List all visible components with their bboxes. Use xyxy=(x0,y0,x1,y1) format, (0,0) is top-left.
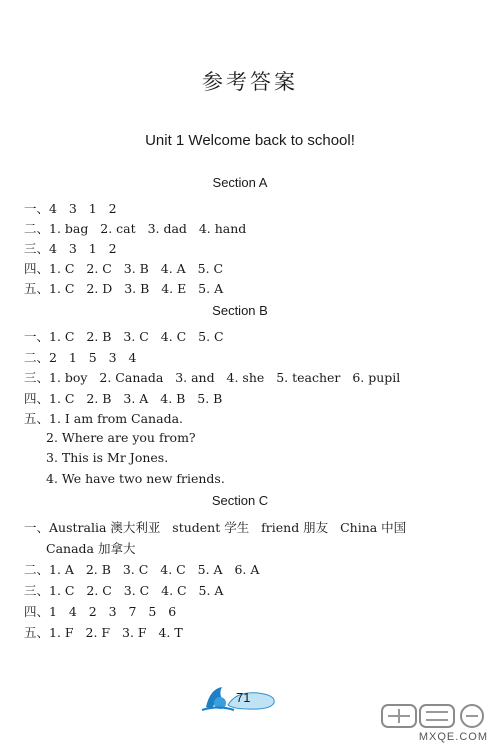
page-number-badge xyxy=(198,683,280,713)
answer-line: 四、1. C 2. B 3. A 4. B 5. B xyxy=(24,391,223,406)
page-title: 参考答案 xyxy=(202,70,298,94)
answer-line: 五、1. I am from Canada. xyxy=(24,411,183,426)
answer-line: 五、1. F 2. F 3. F 4. T xyxy=(24,625,183,640)
answer-line: 三、1. boy 2. Canada 3. and 4. she 5. teacher 6. pupil xyxy=(24,370,401,385)
answer-line: 3. This is Mr Jones. xyxy=(46,450,169,465)
answer-line: 一、4 3 1 2 xyxy=(24,201,117,216)
answer-line: 一、1. C 2. B 3. C 4. C 5. C xyxy=(24,329,224,344)
page-number: 71 xyxy=(236,690,251,705)
answer-line: 2. Where are you from? xyxy=(46,430,196,445)
answer-line: 二、1. bag 2. cat 3. dad 4. hand xyxy=(24,221,247,236)
section-a-heading: Section A xyxy=(212,175,268,190)
answer-line: 三、4 3 1 2 xyxy=(24,241,117,256)
answer-line: 一、Australia 澳大利亚 student 学生 friend 朋友 China 中国 xyxy=(24,520,407,535)
answer-line: 二、2 1 5 3 4 xyxy=(24,350,137,365)
answer-line: 4. We have two new friends. xyxy=(46,471,225,486)
answer-line: 二、1. A 2. B 3. C 4. C 5. A 6. A xyxy=(24,562,260,577)
answer-line: 五、1. C 2. D 3. B 4. E 5. A xyxy=(24,281,224,296)
answer-line: 四、1 4 2 3 7 5 6 xyxy=(24,604,177,619)
unit-heading: Unit 1 Welcome back to school! xyxy=(145,132,355,149)
answer-line: 三、1. C 2. C 3. C 4. C 5. A xyxy=(24,583,224,598)
answer-line: 四、1. C 2. C 3. B 4. A 5. C xyxy=(24,261,224,276)
section-c-heading: Section C xyxy=(211,493,269,508)
watermark-text: MXQE.COM xyxy=(418,731,488,743)
section-b-heading: Section B xyxy=(212,303,268,318)
answer-line: Canada 加拿大 xyxy=(46,541,136,556)
